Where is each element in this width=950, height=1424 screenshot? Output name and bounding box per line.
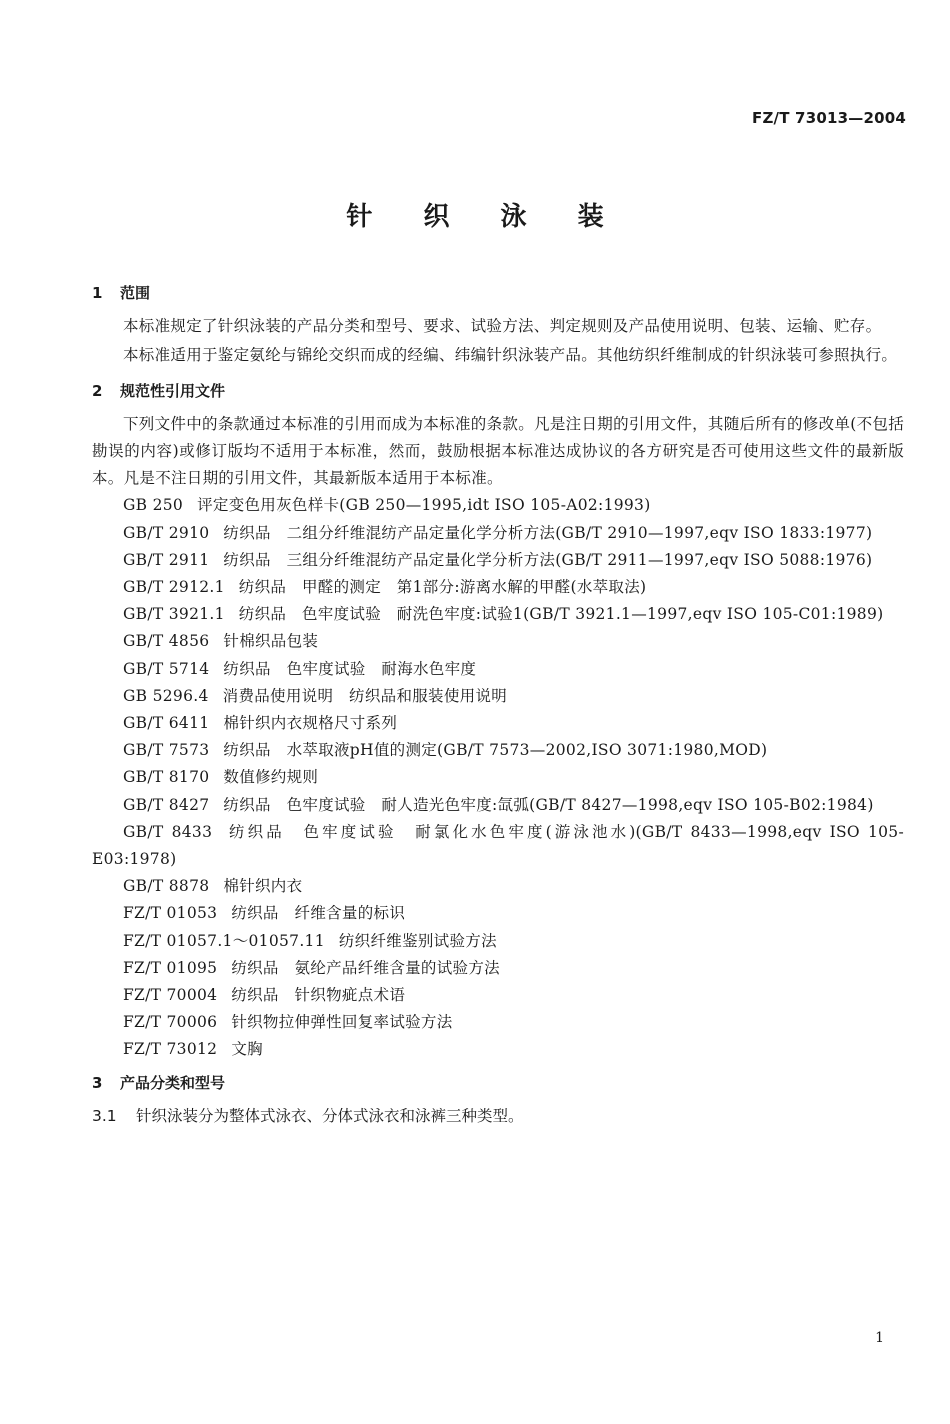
section-title: 范围 <box>120 284 151 302</box>
section-title: 产品分类和型号 <box>120 1073 226 1092</box>
reference-title: 数值修约规则 <box>223 768 319 787</box>
reference-code: GB/T 2912.1 <box>123 578 225 597</box>
reference-title: 棉针织内衣规格尺寸系列 <box>223 714 398 733</box>
reference-code: GB 250 <box>123 496 184 515</box>
document-title: 针 织 泳 装 <box>346 202 625 232</box>
reference-code: FZ/T 01095 <box>123 958 218 977</box>
reference-item <box>92 710 904 737</box>
reference-item <box>92 628 904 655</box>
reference-code: GB/T 8170 <box>123 768 210 787</box>
reference-code: GB/T 4856 <box>123 632 210 651</box>
reference-title: 纺织品 色牢度试验 耐洗色牢度:试验1(GB/T 3921.1—1997,eqv ISO 105-C01:1989) <box>238 605 884 624</box>
reference-code: GB/T 2910 <box>123 523 210 542</box>
reference-code: FZ/T 70004 <box>123 986 218 1005</box>
section-number: 1 <box>92 284 103 302</box>
section-title: 规范性引用文件 <box>120 381 226 400</box>
reference-item <box>92 792 904 819</box>
reference-code: GB/T 8878 <box>123 877 210 896</box>
section-number: 2 <box>92 381 103 400</box>
reference-code: GB/T 8427 <box>123 795 210 814</box>
reference-code: GB 5296.4 <box>123 686 209 705</box>
reference-title: 消费品使用说明 纺织品和服装使用说明 <box>222 686 508 705</box>
reference-title: 纺织品 纤维含量的标识 <box>231 904 406 923</box>
reference-item <box>92 492 904 519</box>
scope-paragraph-1: 本标准规定了针织泳装的产品分类和型号、要求、试验方法、判定规则及产品使用说明、包装、运输、贮存。 <box>123 317 882 336</box>
reference-item <box>92 656 904 683</box>
clause-number: 3.1 <box>92 1106 117 1125</box>
reference-item <box>92 955 904 982</box>
reference-title: 纺织品 色牢度试验 耐海水色牢度 <box>223 659 477 678</box>
reference-item <box>92 547 904 574</box>
reference-item <box>92 1009 904 1036</box>
reference-item <box>92 520 904 547</box>
reference-title: 棉针织内衣 <box>223 877 303 896</box>
references-intro: 下列文件中的条款通过本标准的引用而成为本标准的条款。凡是注日期的引用文件，其随后所有的修改单(不包括勘误的内容)或修订版均不适用于本标准，然而，鼓励根据本标准达成协议的各方研究是否可使用这些文件的最新版本。凡是不注日期的引用文件，其最新版本适用于本标准。 <box>92 414 904 488</box>
reference-title: 纺织品 色牢度试验 耐氯化水色牢度(游泳池水)(GB/T 8433—1998,eqv ISO 105-E03:1978) <box>92 822 905 869</box>
reference-item <box>92 819 904 873</box>
section-3-heading <box>92 1070 904 1097</box>
section-1-heading <box>92 280 904 307</box>
reference-code: FZ/T 70006 <box>123 1013 218 1032</box>
reference-code: GB/T 8433 <box>123 822 213 841</box>
reference-code: FZ/T 73012 <box>123 1040 218 1059</box>
reference-title: 文胸 <box>231 1040 263 1059</box>
reference-list <box>92 492 904 1063</box>
reference-item <box>92 683 904 710</box>
scope-paragraph-2: 本标准适用于鉴定氨纶与锦纶交织而成的经编、纬编针织泳装产品。其他纺织纤维制成的针织泳装可参照执行。 <box>123 346 898 365</box>
reference-title: 针棉织品包装 <box>223 632 319 651</box>
reference-title: 纺织品 三组分纤维混纺产品定量化学分析方法(GB/T 2911—1997,eqv ISO 5088:1976) <box>223 550 873 569</box>
reference-title: 纺织品 氨纶产品纤维含量的试验方法 <box>231 958 500 977</box>
reference-code: GB/T 2911 <box>123 550 210 569</box>
reference-item <box>92 928 904 955</box>
reference-code: GB/T 6411 <box>123 714 210 733</box>
standard-code: FZ/T 73013—2004 <box>752 109 906 127</box>
page-number: 1 <box>875 1330 884 1346</box>
reference-item <box>92 737 904 764</box>
reference-item <box>92 1036 904 1063</box>
section-2-heading <box>92 378 904 405</box>
reference-title: 纺织品 针织物疵点术语 <box>231 986 406 1005</box>
reference-code: GB/T 7573 <box>123 741 210 760</box>
reference-item <box>92 873 904 900</box>
reference-item <box>92 764 904 791</box>
reference-code: FZ/T 01057.1～01057.11 <box>123 931 325 950</box>
reference-code: GB/T 5714 <box>123 659 210 678</box>
reference-title: 纺织品 甲醛的测定 第1部分:游离水解的甲醛(水萃取法) <box>238 578 647 597</box>
reference-title: 纺织品 水萃取液pH值的测定(GB/T 7573—2002,ISO 3071:1980,MOD) <box>223 741 768 760</box>
reference-title: 针织物拉伸弹性回复率试验方法 <box>231 1013 453 1032</box>
section-number: 3 <box>92 1073 103 1092</box>
document-body <box>92 280 904 1130</box>
clause-3-1 <box>92 1103 904 1130</box>
reference-title: 纺织品 色牢度试验 耐人造光色牢度:氙弧(GB/T 8427—1998,eqv ISO 105-B02:1984) <box>223 795 874 814</box>
reference-item <box>92 601 904 628</box>
reference-item <box>92 982 904 1009</box>
clause-text: 针织泳装分为整体式泳衣、分体式泳衣和泳裤三种类型。 <box>136 1106 524 1125</box>
reference-code: GB/T 3921.1 <box>123 605 225 624</box>
reference-title: 纺织品 二组分纤维混纺产品定量化学分析方法(GB/T 2910—1997,eqv ISO 1833:1977) <box>223 523 873 542</box>
reference-title: 纺织纤维鉴别试验方法 <box>338 931 497 950</box>
reference-title: 评定变色用灰色样卡(GB 250—1995,idt ISO 105-A02:1993) <box>197 496 651 515</box>
reference-code: FZ/T 01053 <box>123 904 218 923</box>
reference-item <box>92 900 904 927</box>
reference-item <box>92 574 904 601</box>
